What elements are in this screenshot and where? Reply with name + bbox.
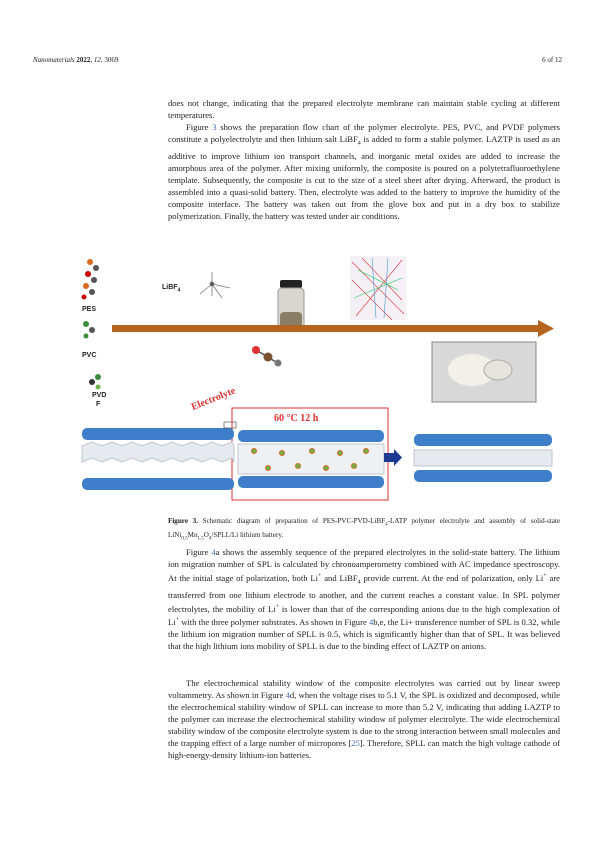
journal-citation: Nanomaterials 2022, 12, 3069 — [33, 56, 119, 64]
pvdf-molecule-icon — [89, 374, 101, 390]
figure-link[interactable]: 4 — [368, 617, 374, 628]
label-pvdf-2: F — [96, 401, 101, 408]
battery-stack-left — [82, 428, 234, 490]
label-libf4: LiBF$_4$ — [162, 284, 181, 294]
body-paragraph-4 — [168, 677, 560, 761]
label-pvdf-1: PVD — [92, 392, 107, 399]
body-paragraph-2 — [168, 121, 560, 222]
paragraph-text: The electrochemical stability window of the composite electrolytes was carried out by linear sweep voltammetry. As shown in Figure 4d, when the voltage rises to 5.1 V, the SPL is oxidized and decomposed, while the electrochemical stability window of SPLL can increase to more than 5.2 V, indicating that adding LAZTP to the polymer can increase the electrochemical stability window of polymer electrolyte. The wide electrochemical stability window of the composite electrolyte system is due to the strong interaction between small molecules and the trapping effect of a large number of micropores [25]. Therefore, SPLL can match the high voltage cathode of high-energy-density lithium-ion batteries. — [168, 678, 560, 760]
zoom-marker-icon — [224, 422, 236, 428]
journal-volume: 12 — [93, 56, 101, 64]
figure-link[interactable]: 4 — [285, 690, 290, 700]
caption-text: Figure 3. Schematic diagram of preparation of PES-PVC-PVD-LiBF$_4$-LATP polymer electrolyte and assembly of solid-state $LiNi_{0.5}Mn_{1.5}O_4/SPLL/Li$ lithium battery. — [168, 517, 560, 542]
pes-molecule-icon — [82, 259, 100, 300]
additive-molecule-icon — [252, 346, 282, 367]
figure-3-schematic — [72, 250, 562, 502]
body-paragraph-1 — [168, 97, 560, 121]
journal-year: 2022 — [76, 56, 91, 64]
label-electrolyte: Electrolyte — [189, 385, 238, 413]
figure-caption — [168, 516, 560, 545]
citation-link[interactable]: 25 — [351, 738, 360, 748]
journal-name: Nanomaterials — [33, 56, 75, 64]
label-pes: PES — [82, 306, 97, 313]
process-arrow-icon — [112, 320, 554, 337]
page-number: 6 of 12 — [542, 56, 562, 64]
label-pvc: PVC — [82, 352, 97, 359]
paragraph-text: Figure 4a shows the assembly sequence of the prepared electrolytes in the solid-state battery. The lithium ion migration number of SPL is calculated by chronoamperometry combined with AC impedance spectroscopy. At the initial stage of polarization, both Li+ and LiBF$_4$ provide current. At the end of polarization, only Li+ are transferred from one lithium electrode to another, and the current reaches a constant value. In SPL polymer electrolytes, the mobility of Li+ is lower than that of the corresponding anions due to the high complexation of Li+ with the three polymer substrates. As shown in Figure 4b,e, the Li+ transference number of SPL is 0.32, while the lithium ion migration number of SPLL is 0.5, which is significantly higher than that of SPL. It was believed that the high lithium ions mobility of SPLL is due to the binding effect of LAZTP on anions. — [168, 547, 560, 652]
battery-stack-middle — [238, 430, 384, 488]
body-paragraph-3 — [168, 546, 560, 652]
figure-link[interactable]: 3 — [212, 122, 217, 132]
figure-link[interactable]: 4 — [211, 547, 216, 557]
page-header — [33, 56, 562, 68]
vial-icon — [278, 280, 304, 330]
schematic-svg — [72, 250, 562, 502]
paragraph-text: does not change, indicating that the prepared electrolyte membrane can maintain stable cycling at different temperatures. — [168, 98, 560, 120]
membrane-film-photo — [432, 342, 536, 402]
pvc-molecule-icon — [83, 321, 95, 339]
libf4-structure-icon — [200, 272, 230, 298]
label-condition: 60 °C 12 h — [274, 413, 319, 424]
article-number: 3069 — [104, 56, 119, 64]
battery-stack-right — [414, 434, 552, 482]
paragraph-text: Figure 3 shows the preparation flow chart of the polymer electrolyte. PES, PVC, and PVDF polymers constitute a polyelectrolyte and then lithium salt LiBF$_4$ is added to form a stable polymer. LAZTP is used as an additive to improve lithium ion transport channels, and inorganic metal oxides are added to increase the amorphous area of the polymer. After mixing uniformly, the composite is poured on a polytetrafluoroethylene template. Subsequently, the composite is cut to the size of a steel sheet after drying. Afterward, the product is assembled into a quasi-solid battery. Then, electrolyte was added to the battery to improve the humidity of the composite interface. The battery was taken out from the glove box and put in a dry box to stabilize polymerization. Finally, the battery was tested under air conditions. — [168, 122, 561, 221]
lattice-structure-icon — [350, 256, 406, 320]
step-arrow-icon — [384, 449, 402, 466]
